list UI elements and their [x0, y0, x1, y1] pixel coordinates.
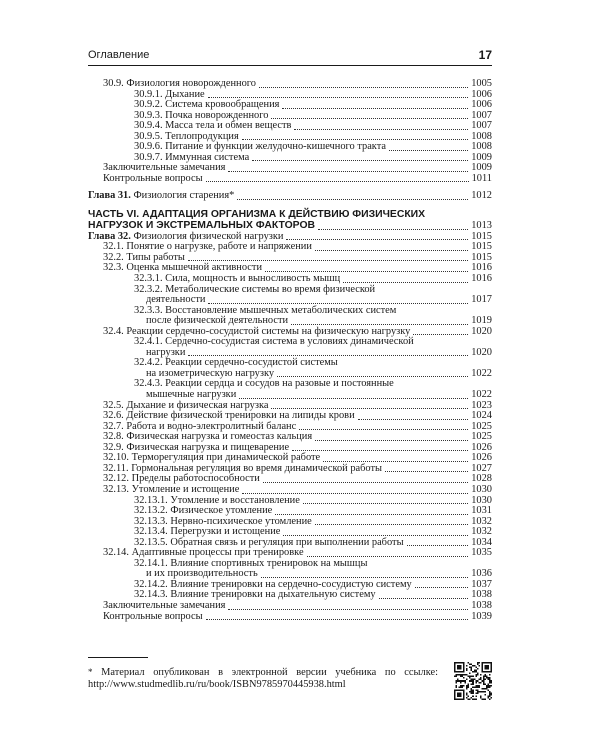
toc-entry-continuation: деятельности — [146, 294, 206, 306]
toc-page-number: 1017 — [471, 294, 492, 306]
toc-entry-text: НАГРУЗОК И ЭКСТРЕМАЛЬНЫХ ФАКТОРОВ — [88, 220, 316, 232]
toc-entry-text: 32.2. Типы работы — [103, 251, 185, 263]
toc-entry-continuation: после физической деятельности — [146, 315, 289, 327]
header-rule — [88, 65, 492, 66]
table-of-contents — [88, 79, 492, 622]
toc-page-number: 1028 — [471, 473, 492, 485]
toc-page-number: 1030 — [471, 494, 492, 506]
toc-entry-continuation: и их производительность — [146, 568, 258, 580]
leader-dots — [239, 398, 468, 399]
toc-entry-text: 32.4.2. Реакции сердечно-сосудистой системы — [134, 357, 338, 369]
leader-dots — [283, 535, 468, 536]
toc-page-number: 1008 — [471, 130, 492, 142]
toc-page-number: 1031 — [471, 505, 492, 517]
toc-page-number: 1038 — [471, 599, 492, 611]
toc-entry-text: 32.13.3. Нервно-психическое утомление — [134, 515, 312, 527]
toc-entry[interactable] — [88, 559, 492, 580]
leader-dots — [206, 181, 469, 182]
leader-dots — [261, 577, 469, 578]
toc-entry-continuation: нагрузки — [146, 346, 186, 358]
footnote-marker: * — [88, 667, 93, 677]
toc-page-number: 1038 — [471, 589, 492, 601]
leader-dots — [228, 171, 468, 172]
toc-entry-text: 32.14.2. Влияние тренировки на сердечно-сосудистую систему — [134, 578, 412, 590]
toc-entry-text: 30.9.1. Дыхание — [134, 88, 205, 100]
toc-page-number: 1009 — [471, 151, 492, 163]
leader-dots — [318, 229, 468, 230]
toc-entry-continuation: мышечные нагрузки — [146, 389, 237, 401]
leader-dots — [188, 260, 468, 261]
toc-entry-label — [103, 174, 203, 185]
toc-entry-text: 30.9.3. Почка новорожденного — [134, 109, 269, 121]
toc-entry-text: 32.4. Реакции сердечно-сосудистой системы на физическую нагрузку — [103, 325, 411, 337]
leader-dots — [263, 482, 468, 483]
toc-entry-text: 32.11. Гормональная регуляция во время динамической работы — [103, 462, 382, 474]
leader-dots — [271, 408, 468, 409]
leader-dots — [294, 129, 468, 130]
leader-dots — [303, 503, 468, 504]
toc-entry-continuation: на изометрическую нагрузку — [146, 367, 275, 379]
toc-entry-text: 32.8. Физическая нагрузка и гомеостаз кальция — [103, 431, 313, 443]
toc-page-number: 1015 — [471, 251, 492, 263]
toc-entry[interactable] — [88, 274, 492, 285]
toc-page-number: 1036 — [471, 568, 492, 580]
leader-dots — [208, 303, 468, 304]
leader-dots — [275, 514, 468, 515]
leader-dots — [208, 97, 469, 98]
toc-entry-text: 32.13.1. Утомление и восстановление — [134, 494, 300, 506]
toc-entry-text: 30.9.5. Теплопродукция — [134, 130, 239, 142]
toc-entry[interactable] — [88, 306, 492, 327]
toc-entry-label — [88, 191, 234, 202]
toc-entry[interactable] — [88, 337, 492, 358]
leader-dots — [291, 324, 468, 325]
leader-dots — [271, 118, 468, 119]
toc-part-line1: ЧАСТЬ VI. АДАПТАЦИЯ ОРГАНИЗМА К ДЕЙСТВИЮ ФИЗИЧЕСКИХ — [88, 209, 426, 221]
toc-entry[interactable] — [88, 285, 492, 306]
toc-entry[interactable] — [88, 379, 492, 400]
toc-page-number: 1030 — [471, 483, 492, 495]
toc-page-number: 1032 — [471, 515, 492, 527]
toc-page-number: 1025 — [471, 420, 492, 432]
leader-dots — [228, 609, 468, 610]
toc-entry-label — [134, 274, 340, 285]
leader-dots — [259, 87, 468, 88]
leader-dots — [188, 355, 468, 356]
toc-entry-text: 32.5. Дыхание и физическая нагрузка — [103, 399, 269, 411]
toc-page-number: 1025 — [471, 431, 492, 443]
toc-entry-text: 30.9. Физиология новорожденного — [103, 78, 256, 89]
toc-entry-text: 32.3.3. Восстановление мышечных метаболических систем — [134, 304, 397, 316]
toc-page-number: 1034 — [471, 536, 492, 548]
toc-entry-text: 30.9.4. Масса тела и обмен веществ — [134, 120, 292, 132]
leader-dots — [315, 440, 468, 441]
toc-entry-label — [103, 612, 203, 623]
footnote-text: Материал опубликован в электронной версии учебника по ссылке: http://www.studmedlib.ru/ru/book/ISBN9785970445938.html — [88, 667, 438, 690]
leader-dots — [407, 545, 469, 546]
toc-page-number: 1006 — [471, 99, 492, 111]
toc-entry-text: 32.9. Физическая нагрузка и пищеварение — [103, 441, 290, 453]
toc-page-number: 1016 — [471, 273, 492, 285]
leader-dots — [415, 587, 468, 588]
toc-page-number: 1023 — [471, 399, 492, 411]
toc-entry-text: Заключительные замечания — [103, 599, 226, 611]
leader-dots — [385, 471, 468, 472]
toc-entry-text: 32.14. Адаптивные процессы при тренировке — [103, 547, 304, 559]
leader-dots — [358, 419, 469, 420]
toc-page-number: 1024 — [471, 410, 492, 422]
toc-page-number: 1037 — [471, 578, 492, 590]
toc-entry-text: 32.3.1. Сила, мощность и выносливость мышц — [134, 273, 341, 285]
toc-page-number: 1007 — [471, 120, 492, 132]
toc-entry-text: 32.13. Утомление и истощение — [103, 483, 240, 495]
leader-dots — [252, 160, 468, 161]
toc-entry-text: 30.9.6. Питание и функции желудочно-кишечного тракта — [134, 141, 387, 153]
toc-entry-text: Контрольные вопросы — [103, 172, 203, 184]
toc-page-number: 1012 — [471, 190, 492, 202]
toc-entry-text: 32.4.1. Сердечно-сосудистая система в условиях динамической — [134, 336, 414, 348]
toc-page-number: 1022 — [471, 389, 492, 401]
toc-entry-text: 32.13.2. Физическое утомление — [134, 505, 273, 517]
toc-gap — [88, 202, 492, 209]
toc-page-number: 1032 — [471, 526, 492, 538]
toc-page-number: 1027 — [471, 462, 492, 474]
leader-dots — [315, 524, 468, 525]
toc-page-number: 1015 — [471, 230, 492, 242]
leader-dots — [206, 619, 469, 620]
toc-page-number: 1009 — [471, 162, 492, 174]
toc-entry-text: 32.6. Действие физической тренировки на липиды крови — [103, 410, 355, 422]
toc-chapter-entry[interactable] — [88, 191, 492, 202]
toc-page-number: 1016 — [471, 262, 492, 274]
toc-entry-text: 32.14.3. Влияние тренировки на дыхательную систему — [134, 589, 376, 601]
toc-page-number: 1007 — [471, 109, 492, 121]
leader-dots — [315, 250, 468, 251]
toc-entry-text: 32.3. Оценка мышечной активности — [103, 262, 263, 274]
toc-page-number: 1035 — [471, 547, 492, 559]
leader-dots — [307, 556, 469, 557]
leader-dots — [299, 429, 468, 430]
leader-dots — [265, 271, 468, 272]
toc-page-number: 1011 — [471, 172, 492, 184]
toc-entry-text: 30.9.2. Система кровообращения — [134, 99, 280, 111]
toc-entry-text: 32.13.4. Перегрузки и истощение — [134, 526, 281, 538]
leader-dots — [277, 376, 468, 377]
leader-dots — [237, 199, 468, 200]
toc-entry-text: Заключительные замечания — [103, 162, 226, 174]
toc-page-number: 1008 — [471, 141, 492, 153]
footnote-rule — [88, 657, 148, 658]
toc-page-number: 1020 — [471, 346, 492, 358]
header-page-number: 17 — [478, 48, 492, 62]
toc-entry-text: 32.12. Пределы работоспособности — [103, 473, 260, 485]
header-title: Оглавление — [88, 49, 150, 61]
toc-chapter-label: Глава 32. — [88, 230, 131, 242]
footnote — [88, 666, 438, 691]
toc-entry-text: 32.10. Терморегуляция при динамической работе — [103, 452, 321, 464]
toc-entry[interactable] — [88, 174, 492, 185]
leader-dots — [323, 461, 468, 462]
toc-page-number: 1026 — [471, 441, 492, 453]
leader-dots — [389, 150, 468, 151]
toc-entry-text: 32.3.2. Метаболические системы во время физической — [134, 283, 376, 295]
toc-entry[interactable] — [88, 612, 492, 623]
toc-entry-text: 32.7. Работа и водно-электролитный баланс — [103, 420, 297, 432]
toc-page-number: 1006 — [471, 88, 492, 100]
toc-chapter-label: Глава 31. — [88, 190, 131, 202]
toc-page-number: 1026 — [471, 452, 492, 464]
toc-entry-text: Контрольные вопросы — [103, 610, 203, 622]
leader-dots — [282, 108, 468, 109]
toc-entry-text: 32.4.3. Реакции сердца и сосудов на разовые и постоянные — [134, 378, 394, 390]
toc-page-number: 1019 — [471, 315, 492, 327]
leader-dots — [292, 450, 468, 451]
qr-code — [454, 662, 492, 700]
leader-dots — [242, 493, 468, 494]
toc-page-number: 1015 — [471, 241, 492, 253]
toc-page-number: 1022 — [471, 367, 492, 379]
toc-entry-text: 32.1. Понятие о нагрузке, работе и напряжении — [103, 241, 312, 253]
toc-part-heading[interactable] — [88, 209, 492, 232]
leader-dots — [413, 334, 468, 335]
toc-entry-text: Физиология физической нагрузки — [130, 230, 284, 242]
toc-page-number: 1005 — [471, 78, 492, 89]
leader-dots — [343, 282, 468, 283]
toc-entry-text: 30.9.7. Иммунная система — [134, 151, 250, 163]
leader-dots — [242, 139, 468, 140]
toc-entry[interactable] — [88, 358, 492, 379]
leader-dots — [379, 598, 469, 599]
toc-page-number: 1039 — [471, 610, 492, 622]
toc-page-number: 1013 — [471, 220, 492, 232]
leader-dots — [286, 239, 468, 240]
toc-entry-text: Физиология старения* — [130, 190, 235, 202]
toc-entry-text: 32.13.5. Обратная связь и регуляция при выполнении работы — [134, 536, 404, 548]
toc-page-number: 1020 — [471, 325, 492, 337]
toc-entry-text: 32.14.1. Влияние спортивных тренировок на мышцы — [134, 557, 368, 569]
